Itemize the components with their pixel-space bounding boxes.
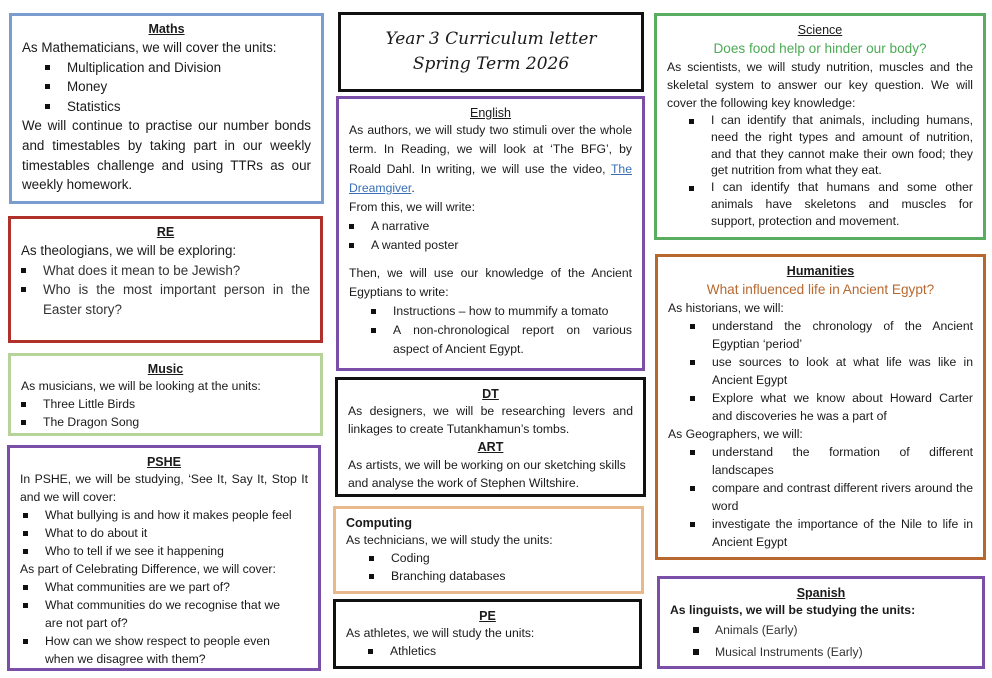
list-item: investigate the importance of the Nile to life in Ancient Egypt [712,517,973,549]
pshe-intro: In PSHE, we will be studying, ‘See It, Say It, Stop It and we will cover: [20,472,308,504]
list-item: Three Little Birds [43,395,310,413]
pe-title: PE [479,609,496,623]
pshe-box [7,445,321,671]
science-title: Science [797,23,843,37]
english-from-this: From this, we will write: [349,200,475,215]
list-item: Who is the most important person in the Easter story? [43,280,310,319]
science-intro: As scientists, we will study nutrition, muscles and the skeletal system to answer our key question. We will cover the following key knowledge: [667,60,973,110]
list-item: Instructions – how to mummify a tomato [393,302,632,321]
list-item: Coding [391,549,631,567]
spanish-title: Spanish [796,586,846,600]
list-item: Multiplication and Division [67,58,311,78]
dt-title: DT [482,387,499,401]
computing-items [346,549,631,585]
computing-title: Computing [346,516,412,530]
music-box [8,353,323,436]
pe-intro: As athletes, we will study the units: [346,626,535,640]
pshe-title: PSHE [146,455,182,469]
science-items [667,112,973,230]
pshe-items-2 [20,578,308,668]
list-item: use sources to look at what life was like in Ancient Egypt [712,355,973,387]
dt-text: As designers, we will be researching levers and linkages to create Tutankhamun’s tombs. [348,404,633,436]
re-intro: As theologians, we will be exploring: [21,243,237,258]
maths-intro: As Mathematicians, we will cover the units: [22,40,277,55]
pshe-items-1 [20,506,308,560]
list-item: Who to tell if we see it happening [45,542,308,560]
list-item: How can we show respect to people even when we disagree with them? [45,632,288,668]
maths-units [22,58,311,117]
pshe-intro-2: As part of Celebrating Difference, we will cover: [20,562,276,576]
maths-outro: We will continue to practise our number bonds and timestables by taking part in our weekly timestables challenge and using TTRs as our weekly homework. [22,118,311,193]
historians-intro: As historians, we will: [668,301,784,315]
spanish-items [670,619,972,663]
list-item: understand the chronology of the Ancient Egyptian ‘period’ [712,319,973,351]
english-then: Then, we will use our knowledge of the Ancient Egyptians to write: [349,266,632,300]
list-item: Money [67,77,311,97]
re-title: RE [156,225,175,239]
art-text: As artists, we will be working on our sketching skills and analyse the work of Stephen Wiltshire. [348,458,626,490]
list-item: Musical Instruments (Early) [715,641,972,663]
english-items-2 [349,302,632,359]
list-item: compare and contrast different rivers around the word [712,481,973,513]
science-box [654,13,986,240]
list-item: A narrative [371,217,632,236]
list-item: What bullying is and how it makes people feel [45,506,308,524]
music-intro: As musicians, we will be looking at the units: [21,379,261,393]
science-question: Does food help or hinder our body? [713,41,927,56]
english-items-1 [349,217,632,255]
humanities-title: Humanities [786,264,855,278]
maths-box [9,13,324,204]
list-item: Explore what we know about Howard Carter and discoveries he was a part of [712,391,973,423]
historians-items [668,317,973,425]
english-box [336,96,645,371]
list-item: What communities are we part of? [45,578,288,596]
list-item: A non-chronological report on various aspect of Ancient Egypt. [393,321,632,359]
header-line-1: Year 3 Curriculum letter [385,29,597,49]
computing-intro: As technicians, we will study the units: [346,533,553,547]
re-items [21,261,310,320]
pe-items [346,642,629,660]
english-title: English [470,106,511,120]
spanish-intro: As linguists, we will be studying the units: [670,603,916,617]
list-item: Statistics [67,97,311,117]
dt-art-box [335,377,646,497]
music-title: Music [147,362,184,376]
geographers-items [668,443,973,551]
pe-box [333,599,642,669]
re-box [8,216,323,343]
list-item: I can identify that animals, including humans, need the right types and amount of nutrition, and that they cannot make their own food; they get nutrition from what they eat. [711,113,973,178]
humanities-question: What influenced life in Ancient Egypt? [706,282,935,297]
list-item: A wanted poster [371,236,632,255]
list-item: What communities do we recognise that we are not part of? [45,596,288,632]
art-title: ART [477,440,504,454]
music-items [21,395,310,431]
header-line-2: Spring Term 2026 [412,54,570,74]
list-item: I can identify that humans and some other animals have skeletons and muscles for support, protection and movement. [711,180,973,228]
list-item: Athletics [390,642,629,660]
list-item: Animals (Early) [715,619,972,641]
list-item: Branching databases [391,567,631,585]
maths-title: Maths [148,22,185,36]
list-item: What does it mean to be Jewish? [43,261,310,281]
list-item: understand the formation of different landscapes [712,445,973,477]
computing-box [333,506,644,594]
spanish-box [657,576,985,669]
list-item: The Dragon Song [43,413,310,431]
humanities-box [655,254,986,560]
dreamgiver-link[interactable]: The Dreamgiver [349,161,632,195]
english-intro: As authors, we will study two stimuli over the whole term. In Reading, we will look at ‘The BFG’, by Roald Dahl. In writing, we will use the video, The Dreamgiver. [349,123,632,195]
header-box [338,12,644,92]
list-item: What to do about it [45,524,308,542]
geographers-intro: As Geographers, we will: [668,427,803,441]
